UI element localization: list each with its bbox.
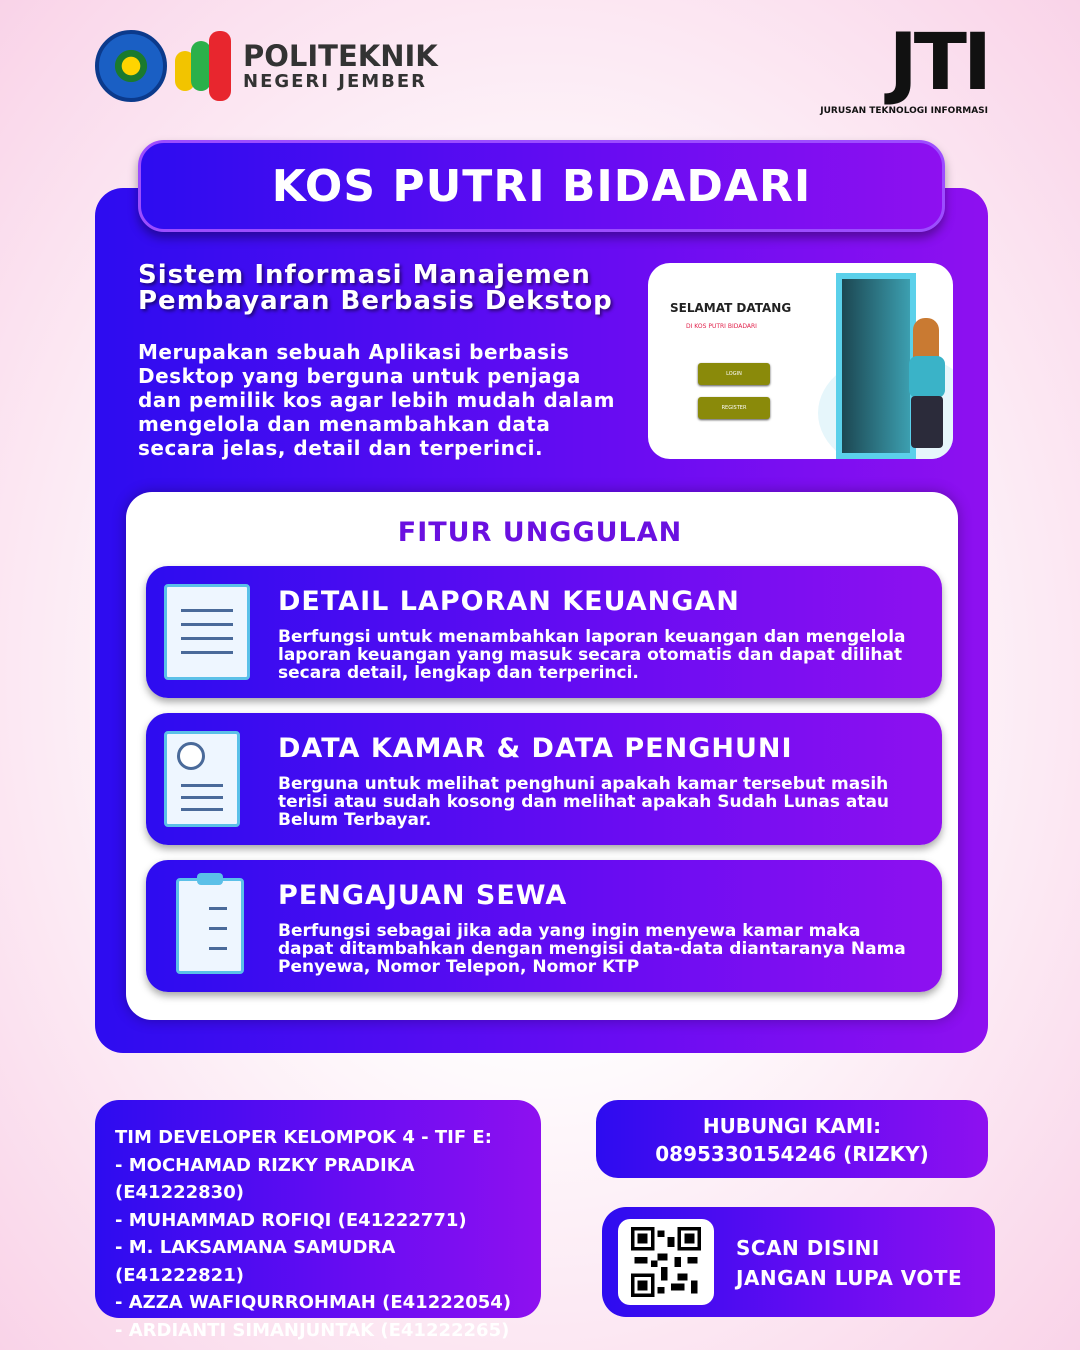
page-title: KOS PUTRI BIDADARI [271, 160, 812, 212]
app-preview [648, 263, 953, 459]
team-member: - ARDIANTI SIMANJUNTAK (E41222265) [115, 1319, 510, 1341]
institution-subname: NEGERI JEMBER [243, 70, 428, 92]
preview-heading: SELAMAT DATANG [670, 301, 792, 315]
polije-seal-icon [95, 30, 167, 102]
preview-register-button: REGISTER [698, 397, 770, 419]
team-member: - MUHAMMAD ROFIQI (E41222771) [115, 1209, 467, 1231]
team-member: - M. LAKSAMANA SAMUDRA (E41222821) [115, 1237, 396, 1286]
feature-card: DETAIL LAPORAN KEUANGAN Berfungsi untuk menambahkan laporan keuangan dan mengelola laporan keuangan yang masuk secara otomatis dan dapat dilihat secara detail, lengkap dan terperinci. [146, 566, 942, 698]
feature-card: DATA KAMAR & DATA PENGHUNI Berguna untuk melihat penghuni apakah kamar tersebut masih terisi atau sudah kosong dan melihat apakah Sudah Lunas atau Belum Terbayar. [146, 713, 942, 845]
team-member: - MOCHAMAD RIZKY PRADIKA (E41222830) [115, 1154, 415, 1203]
title-banner [138, 140, 945, 232]
description: Merupakan sebuah Aplikasi berbasis Desktop yang berguna untuk penjaga dan pemilik kos agar lebih mudah dalam mengelola dan menambahkan data secara jelas, detail dan terperinci. [138, 340, 615, 460]
contact-box [596, 1100, 988, 1178]
polije-logo [95, 30, 438, 102]
woman-illustration [903, 318, 949, 453]
jti-logo: JTI JURUSAN TEKNOLOGI INFORMASI [820, 18, 988, 116]
contact-label: HUBUNGI KAMI: [702, 1114, 882, 1138]
contact-phone: 0895330154246 (RIZKY) [655, 1142, 929, 1166]
vote-reminder: JANGAN LUPA VOTE [736, 1266, 963, 1290]
team-box [95, 1100, 541, 1341]
polije-mark-icon [175, 31, 235, 101]
feature-card: PENGAJUAN SEWA Berfungsi sebagai jika ada yang ingin menyewa kamar maka dapat ditambahkan dengan mengisi data-data diantaranya Nama Penyewa, Nomor Telepon, Nomor KTP [146, 860, 942, 992]
clipboard-checklist-icon [176, 878, 244, 974]
document-pencil-icon [164, 584, 250, 680]
team-member: - AZZA WAFIQURROHMAH (E41222054) [115, 1292, 512, 1313]
profile-document-icon [164, 731, 240, 827]
team-heading: TIM DEVELOPER KELOMPOK 4 - TIF E: [115, 1127, 492, 1148]
preview-subheading: DI KOS PUTRI BIDADARI [686, 323, 757, 330]
preview-login-button: LOGIN [698, 363, 770, 385]
scan-label: SCAN DISINI [736, 1236, 880, 1260]
features-title: FITUR UNGGULAN [397, 517, 683, 548]
scan-box [602, 1207, 995, 1317]
dept-name: JURUSAN TEKNOLOGI INFORMASI [820, 106, 988, 116]
institution-name: POLITEKNIK [243, 38, 438, 73]
subtitle: Sistem Informasi Manajemen Pembayaran Berbasis Dekstop [138, 260, 613, 316]
qr-code-icon[interactable] [618, 1219, 714, 1305]
